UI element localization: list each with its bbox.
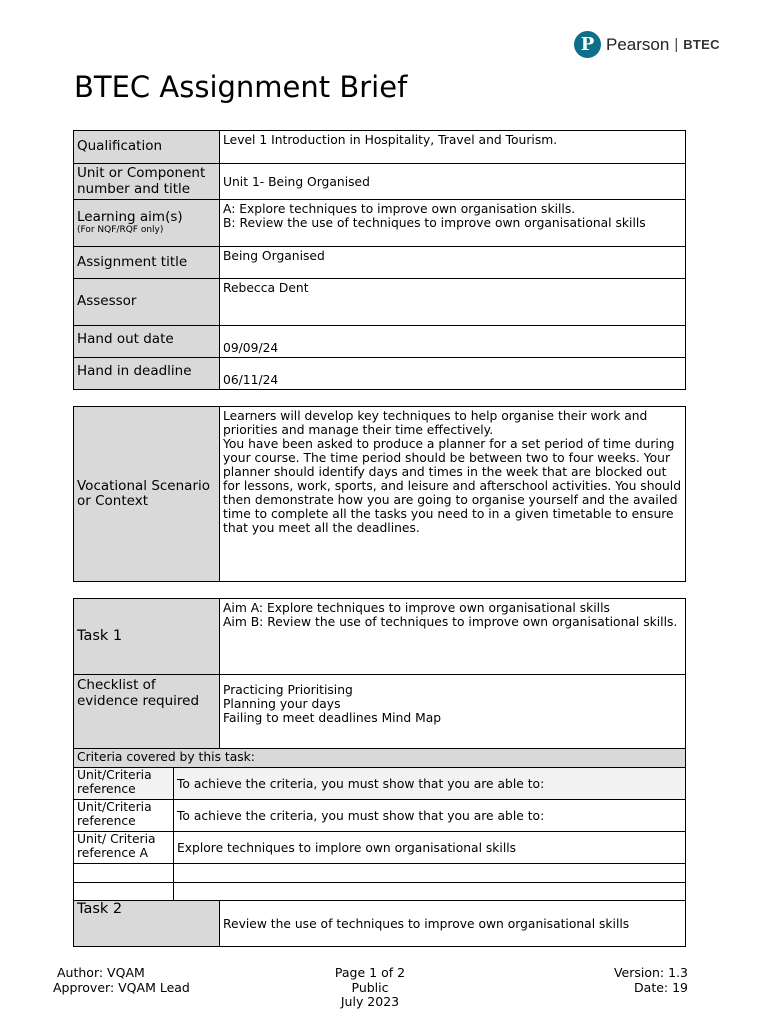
unit-value: Unit 1- Being Organised [220, 164, 686, 200]
brand-sub: BTEC [683, 37, 720, 52]
footer-author: Author: VQAM [57, 965, 145, 980]
learning-aims-label: Learning aim(s) [77, 208, 183, 225]
footer-classification: Public [351, 979, 389, 995]
scenario-paragraph-2: You have been asked to produce a planner for a set period of time during your course. The time period should be between two to four weeks. Your planner should identify days and times in the week that are blocked out for lessons, work, sports, and leisure and afterschool activities. You should then demonstrate how you are going to organise yourself and the availed time to complete all the tasks you need to in a given timetable to ensure that you meet all the deadlines. [223, 437, 682, 535]
empty-cell [174, 883, 686, 901]
scenario-table [73, 406, 686, 582]
assignment-title-label: Assignment title [74, 247, 220, 279]
brand-name: Pearson [606, 34, 670, 54]
checklist-label: Checklist of evidence required [74, 675, 220, 749]
evidence-item: Planning your days [223, 697, 341, 711]
brand-separator: | [674, 36, 679, 53]
criteria-ref: Unit/Criteria reference [74, 768, 174, 800]
page-title: BTEC Assignment Brief [74, 70, 408, 104]
criteria-ref: Unit/ Criteria reference A [74, 832, 174, 864]
learning-aims-cell [74, 200, 220, 247]
evidence-item: Failing to meet deadlines Mind Map [223, 711, 442, 725]
hand-out-value: 09/09/24 [220, 326, 686, 358]
assessor-value: Rebecca Dent [220, 279, 686, 326]
empty-cell [174, 864, 686, 883]
footer-center [310, 966, 430, 1010]
footer-approver: Approver: VQAM Lead [53, 979, 190, 995]
criteria-heading: Criteria covered by this task: [74, 749, 686, 768]
learning-aim-b: B: Review the use of techniques to improve own organisational skills [223, 216, 646, 230]
evidence-item: Practicing Prioritising [223, 683, 353, 697]
info-table [73, 130, 686, 390]
unit-label: Unit or Component number and title [74, 164, 220, 200]
task1-aim-a: Aim A: Explore techniques to improve own organisational skills [223, 601, 610, 615]
hand-in-value: 06/11/24 [220, 358, 686, 390]
criteria-ref: Unit/Criteria reference [74, 800, 174, 832]
qualification-label: Qualification [74, 131, 220, 164]
evidence-list [220, 675, 686, 749]
pearson-logo-icon: P [574, 31, 601, 58]
hand-in-label: Hand in deadline [74, 358, 220, 390]
criteria-text: To achieve the criteria, you must show that you are able to: [174, 800, 686, 832]
footer-date-line: July 2023 [340, 994, 400, 1009]
pearson-btec-logo [574, 31, 720, 58]
scenario-text [220, 407, 686, 582]
footer-version: Version: 1.3 [613, 965, 688, 980]
footer-left [53, 966, 190, 995]
assessor-label: Assessor [74, 279, 220, 326]
learning-aim-a: A: Explore techniques to improve own organisation skills. [223, 202, 576, 216]
task2-label: Task 2 [74, 901, 220, 947]
footer-page: Page 1 of 2 [334, 965, 406, 980]
hand-out-label: Hand out date [74, 326, 220, 358]
task-table [73, 598, 686, 947]
scenario-paragraph-1: Learners will develop key techniques to help organise their work and priorities and manage their time effectively. [223, 409, 648, 437]
empty-cell [74, 864, 174, 883]
task1-label: Task 1 [74, 599, 220, 675]
task1-aims [220, 599, 686, 675]
task2-text: Review the use of techniques to improve own organisational skills [220, 901, 686, 947]
learning-aims-note: (For NQF/RQF only) [77, 225, 164, 236]
footer-right [586, 966, 688, 995]
learning-aims-value [220, 200, 686, 247]
qualification-value: Level 1 Introduction in Hospitality, Travel and Tourism. [220, 131, 686, 164]
criteria-text: Explore techniques to implore own organisational skills [174, 832, 686, 864]
empty-cell [74, 883, 174, 901]
assignment-title-value: Being Organised [220, 247, 686, 279]
task1-aim-b: Aim B: Review the use of techniques to improve own organisational skills. [223, 615, 678, 629]
scenario-label: Vocational Scenario or Context [74, 407, 220, 582]
footer-date: Date: 19 [634, 979, 688, 995]
criteria-text: To achieve the criteria, you must show that you are able to: [174, 768, 686, 800]
